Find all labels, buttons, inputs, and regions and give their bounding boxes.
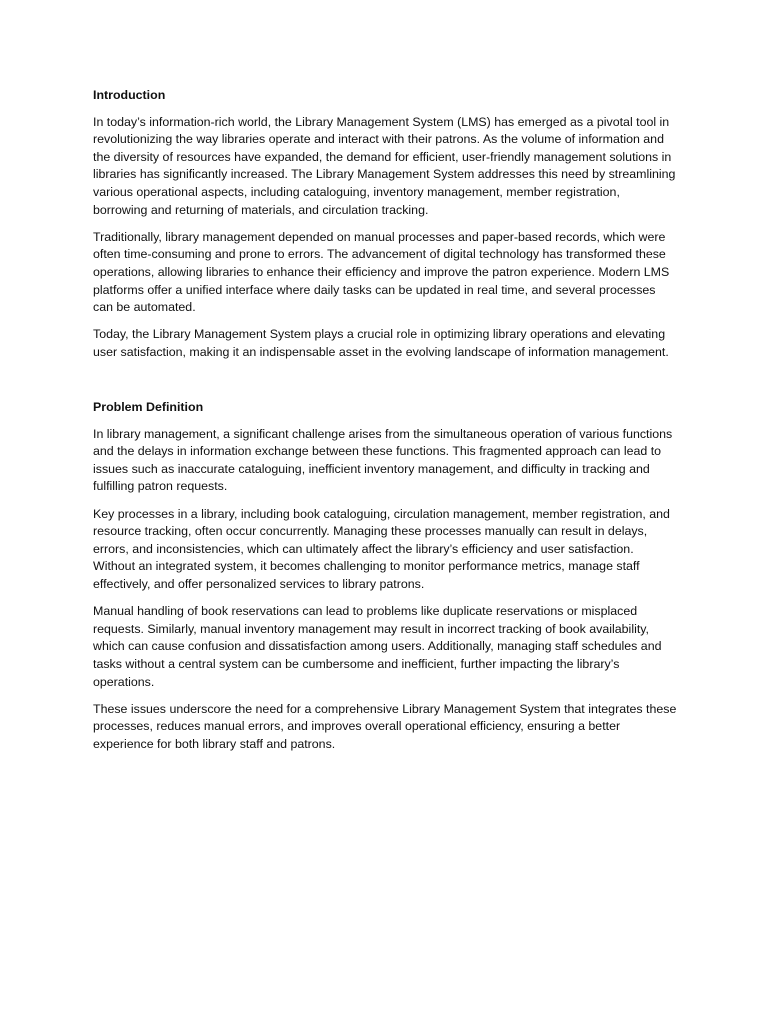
paragraph: In today’s information-rich world, the Library Management System (LMS) has emerged as a pivotal tool in revolutionizing the way libraries operate and interact with their patrons. As the volume of information and the diversity of resources have expanded, the demand for efficient, user-friendly management solutions in libraries has significantly increased. The Library Management System addresses this need by streamlining various operational aspects, including cataloguing, inventory management, member registration, borrowing and returning of materials, and circulation tracking. [93, 114, 676, 217]
section-introduction [93, 87, 677, 362]
paragraph: Manual handling of book reservations can lead to problems like duplicate reservations or misplaced requests. Similarly, manual inventory management may result in incorrect tracking of book availability, which can cause confusion and dissatisfaction among users. Additionally, managing staff schedules and tasks without a central system can be cumbersome and inefficient, further impacting the library’s operations. [93, 604, 662, 689]
paragraph: In library management, a significant challenge arises from the simultaneous operation of various functions and the delays in information exchange between these functions. This fragmented approach can lead to issues such as inaccurate cataloguing, inefficient inventory management, and difficulty in tracking and fulfilling patron requests. [93, 426, 673, 494]
paragraph: These issues underscore the need for a comprehensive Library Management System that integrates these processes, reduces manual errors, and improves overall operational efficiency, ensuring a better experience for both library staff and patrons. [93, 701, 677, 751]
paragraph: Key processes in a library, including book cataloguing, circulation management, member registration, and resource tracking, often occur concurrently. Managing these processes manually can result in delays, errors, and inconsistencies, which can ultimately affect the library’s efficiency and user satisfaction. Without an integrated system, it becomes challenging to monitor performance metrics, manage staff effectively, and offer personalized services to library patrons. [93, 506, 670, 592]
section-spacer [93, 371, 677, 399]
section-heading: Introduction [93, 88, 166, 102]
document-body [93, 87, 677, 763]
paragraph: Traditionally, library management depended on manual processes and paper-based records, which were often time-consuming and prone to errors. The advancement of digital technology has transformed these operations, allowing libraries to enhance their efficiency and improve the patron experience. Modern LMS platforms offer a unified interface where daily tasks can be updated in real time, and several processes can be automated. [93, 229, 670, 315]
section-problem-definition [93, 399, 677, 753]
paragraph: Today, the Library Management System plays a crucial role in optimizing library operations and elevating user satisfaction, making it an indispensable asset in the evolving landscape of information management. [93, 327, 669, 359]
section-heading: Problem Definition [93, 400, 204, 415]
